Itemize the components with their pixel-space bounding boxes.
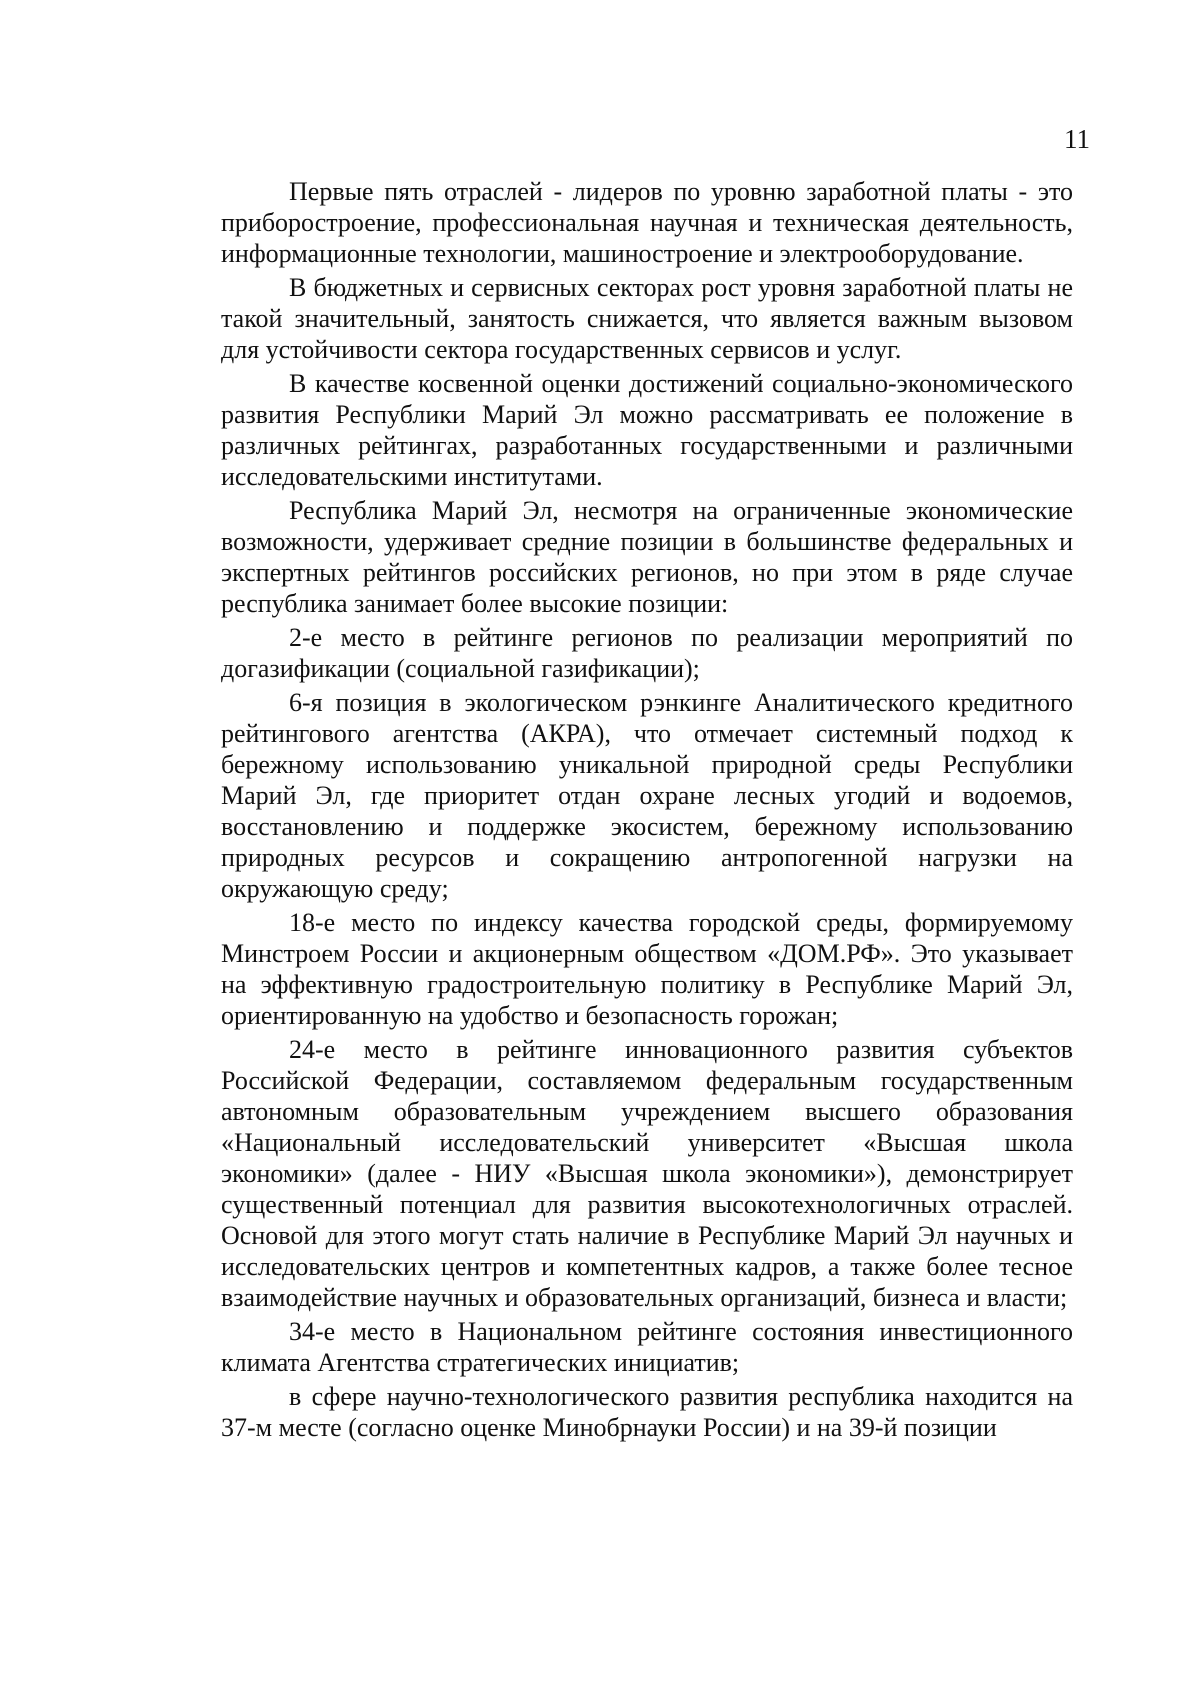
paragraph-budget-sectors: В бюджетных и сервисных секторах рост уровня заработной платы не такой значительный, занятость снижается, что является важным вызовом для устойчивости сектора государственных сервисов и услуг. [221, 273, 1073, 364]
paragraph-innovation-rank: 24-е место в рейтинге инновационного развития субъектов Российской Федерации, составляемом федеральным государственным автономным образовательным учреждением высшего образования «Национальный исследовательский университет «Высшая школа экономики» (далее - НИУ «Высшая школа экономики»), демонстрирует существенный потенциал для развития высокотехнологичных отраслей. Основой для этого могут стать наличие в Республике Марий Эл научных и исследовательских центров и компетентных кадров, а также более тесное взаимодействие научных и образовательных организаций, бизнеса и власти; [221, 1035, 1073, 1312]
paragraph-science-rank: в сфере научно-технологического развития республика находится на 37-м месте (согласно оценке Минобрнауки России) и на 39-й позиции [221, 1382, 1073, 1442]
paragraph-gasification-rank: 2-е место в рейтинге регионов по реализации мероприятий по догазификации (социальной газификации); [221, 623, 1073, 683]
document-body [221, 176, 1073, 1446]
paragraph-republic-positions: Республика Марий Эл, несмотря на ограниченные экономические возможности, удерживает средние позиции в большинстве федеральных и экспертных рейтингов российских регионов, но при этом в ряде случае республика занимает более высокие позиции: [221, 496, 1073, 618]
paragraph-ratings-intro: В качестве косвенной оценки достижений социально-экономического развития Республики Марий Эл можно рассматривать ее положение в различных рейтингах, разработанных государственными и различными исследовательскими институтами. [221, 369, 1073, 491]
paragraph-urban-environment-rank: 18-е место по индексу качества городской среды, формируемому Минстроем России и акционерным обществом «ДОМ.РФ». Это указывает на эффективную градостроительную политику в Республике Марий Эл, ориентированную на удобство и безопасность горожан; [221, 908, 1073, 1030]
paragraph-top-industries: Первые пять отраслей - лидеров по уровню заработной платы - это приборостроение, профессиональная научная и техническая деятельность, информационные технологии, машиностроение и электрооборудование. [221, 177, 1073, 268]
paragraph-investment-rank: 34-е место в Национальном рейтинге состояния инвестиционного климата Агентства стратегических инициатив; [221, 1317, 1073, 1377]
paragraph-ecology-rank: 6-я позиция в экологическом рэнкинге Аналитического кредитного рейтингового агентства (АКРА), что отмечает системный подход к бережному использованию уникальной природной среды Республики Марий Эл, где приоритет отдан охране лесных угодий и водоемов, восстановлению и поддержке экосистем, бережному использованию природных ресурсов и сокращению антропогенной нагрузки на окружающую среду; [221, 688, 1073, 903]
page-number: 11 [1064, 124, 1090, 154]
